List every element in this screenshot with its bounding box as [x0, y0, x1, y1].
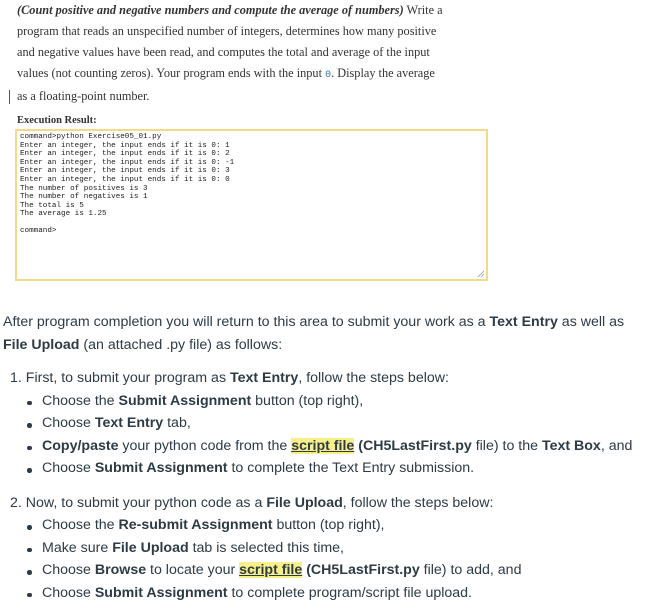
step-2-heading: 2. Now, to submit your python code as a File Upload, follow the steps below:: [10, 494, 494, 511]
step-2: [3, 492, 653, 605]
list-item: Make sure File Upload tab is selected this time,: [23, 537, 653, 560]
console-line: The total is 5: [20, 201, 84, 210]
console-line: Enter an integer, the input ends if it is 0: 3: [20, 167, 230, 176]
resize-grip-icon[interactable]: [477, 270, 485, 278]
list-item: Choose Submit Assignment to complete program/script file upload.: [23, 582, 653, 605]
console-line: The number of negatives is 1: [20, 193, 148, 202]
steps-list: [3, 367, 653, 604]
execution-result-heading: Execution Result:: [17, 115, 97, 126]
step-1-heading: 1. First, to submit your program as Text Entry, follow the steps below:: [10, 370, 449, 386]
problem-statement: [17, 0, 487, 107]
problem-line-1: (Count positive and negative numbers and compute the average of numbers) Write a: [17, 3, 443, 17]
console-prompt: command>: [20, 226, 57, 235]
list-item: Choose Submit Assignment to complete the Text Entry submission.: [23, 457, 653, 480]
list-item: Choose the Submit Assignment button (top right),: [23, 390, 653, 413]
script-file-link[interactable]: script file: [239, 562, 303, 578]
step-2-bullets: [3, 514, 653, 604]
console-line: Enter an integer, the input ends if it is 0: 1: [20, 141, 230, 150]
problem-line-4: values (not counting zeros). Your program ends with the input 0. Display the average: [17, 66, 435, 81]
text-cursor: [9, 90, 10, 104]
console-line: Enter an integer, the input ends if it is 0: 0: [20, 175, 230, 184]
script-file-link[interactable]: script file: [291, 437, 355, 454]
list-item: Choose Browse to locate your script file (CH5LastFirst.py file) to add, and: [23, 559, 653, 582]
console-line: The average is 1.25: [20, 210, 107, 219]
problem-line-5: as a floating-point number.: [17, 89, 150, 103]
problem-line-3: and negative values have been read, and computes the total and average of the input: [17, 45, 430, 59]
console-line: The number of positives is 3: [20, 184, 148, 193]
problem-line-2: program that reads an unspecified number of integers, determines how many positive: [17, 24, 437, 38]
console-output[interactable]: [15, 129, 488, 281]
problem-title: (Count positive and negative numbers and compute the average of numbers): [17, 3, 404, 17]
step-1: [3, 367, 653, 480]
console-line: Enter an integer, the input ends if it is 0: 2: [20, 150, 230, 159]
console-line: Enter an integer, the input ends if it is 0: -1: [20, 158, 235, 167]
intro-paragraph: After program completion you will return to this area to submit your work as a Text Entry as well as File Upload (an attached .py file) as follows:: [3, 314, 625, 353]
submission-instructions: [3, 311, 653, 604]
list-item: Choose the Re-submit Assignment button (top right),: [23, 514, 653, 537]
step-1-bullets: [3, 390, 653, 480]
console-line: command>python Exercise05_01.py: [20, 133, 162, 141]
list-item: Choose Text Entry tab,: [23, 412, 653, 435]
list-item: Copy/paste your python code from the script file (CH5LastFirst.py file) to the Text Box, and: [23, 435, 653, 458]
inline-code: 0: [325, 70, 332, 81]
